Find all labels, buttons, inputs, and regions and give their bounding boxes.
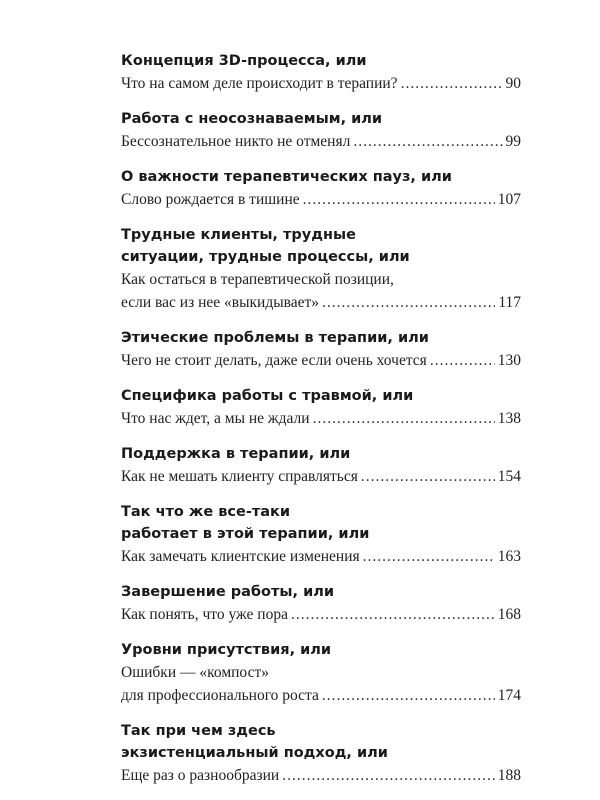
chapter-heading: Концепция 3D-процесса, или (121, 53, 367, 69)
toc-entry[interactable] (121, 166, 521, 211)
chapter-subtitle-row (121, 72, 521, 95)
toc-entry[interactable] (121, 50, 521, 95)
dot-leader (401, 72, 503, 95)
toc-entry[interactable] (121, 224, 521, 314)
toc-entry[interactable] (121, 720, 521, 787)
chapter-subtitle-row (121, 188, 521, 211)
dot-leader (430, 349, 495, 372)
page-number: 154 (497, 468, 521, 485)
dot-leader (291, 603, 495, 626)
chapter-subtitle: Что на самом деле происходит в терапии? (121, 75, 398, 92)
page-number: 163 (497, 548, 521, 565)
chapter-subtitle-row (121, 465, 521, 488)
chapter-subtitle: если вас из нее «выкидывает» (121, 294, 320, 311)
chapter-subtitle-row (121, 349, 521, 372)
page-number: 188 (497, 767, 521, 784)
chapter-heading: Поддержка в терапии, или (121, 446, 351, 462)
page-number: 130 (497, 352, 521, 369)
chapter-heading: ситуации, трудные процессы, или (121, 249, 410, 265)
chapter-subtitle-row (121, 407, 521, 430)
page-number: 107 (497, 191, 521, 208)
chapter-heading: Так при чем здесь (121, 723, 276, 739)
chapter-heading: работает в этой терапии, или (121, 526, 370, 542)
chapter-subtitle-row (121, 603, 521, 626)
chapter-subtitle: Что нас ждет, а мы не ждали (121, 410, 310, 427)
chapter-subtitle: Чего не стоит делать, даже если очень хочется (121, 352, 427, 369)
chapter-heading: Трудные клиенты, трудные (121, 227, 356, 243)
toc-entry[interactable] (121, 581, 521, 626)
dot-leader (282, 764, 495, 787)
dot-leader (303, 188, 495, 211)
chapter-subtitle: Ошибки — «компост» (121, 664, 269, 681)
dot-leader (353, 130, 502, 153)
page-number: 138 (497, 410, 521, 427)
page-number: 117 (498, 294, 521, 311)
chapter-subtitle-row (121, 545, 521, 568)
dot-leader (322, 684, 495, 707)
chapter-heading: Уровни присутствия, или (121, 642, 332, 658)
chapter-subtitle: Бессознательное никто не отменял (121, 133, 351, 150)
toc-entry[interactable] (121, 108, 521, 153)
chapter-subtitle-row (121, 764, 521, 787)
table-of-contents (121, 50, 521, 800)
chapter-heading: Так что же все-таки (121, 504, 291, 520)
chapter-subtitle: Как не мешать клиенту справляться (121, 468, 358, 485)
dot-leader (361, 465, 495, 488)
chapter-heading: Этические проблемы в терапии, или (121, 330, 429, 346)
toc-entry[interactable] (121, 385, 521, 430)
toc-entry[interactable] (121, 443, 521, 488)
chapter-heading: Специфика работы с травмой, или (121, 388, 414, 404)
chapter-heading: О важности терапевтических пауз, или (121, 169, 452, 185)
dot-leader (322, 291, 495, 314)
chapter-subtitle: Как остаться в терапевтической позиции, (121, 271, 394, 288)
page-number: 174 (497, 687, 521, 704)
chapter-subtitle: Как понять, что уже пора (121, 606, 288, 623)
page-number: 90 (505, 75, 521, 92)
dot-leader (313, 407, 495, 430)
page-number: 168 (497, 606, 521, 623)
chapter-heading: Работа с неосознаваемым, или (121, 111, 383, 127)
toc-entry[interactable] (121, 639, 521, 707)
chapter-subtitle: Как замечать клиентские изменения (121, 548, 360, 565)
dot-leader (363, 545, 495, 568)
chapter-heading: Завершение работы, или (121, 584, 335, 600)
chapter-subtitle-row (121, 684, 521, 707)
chapter-subtitle: Еще раз о разнообразии (121, 767, 280, 784)
toc-entry[interactable] (121, 327, 521, 372)
page-number: 99 (505, 133, 521, 150)
chapter-subtitle: для профессионального роста (121, 687, 319, 704)
toc-entry[interactable] (121, 501, 521, 568)
chapter-subtitle-row (121, 130, 521, 153)
chapter-subtitle: Слово рождается в тишине (121, 191, 300, 208)
chapter-heading: экзистенциальный подход, или (121, 745, 388, 761)
chapter-subtitle-row (121, 291, 521, 314)
